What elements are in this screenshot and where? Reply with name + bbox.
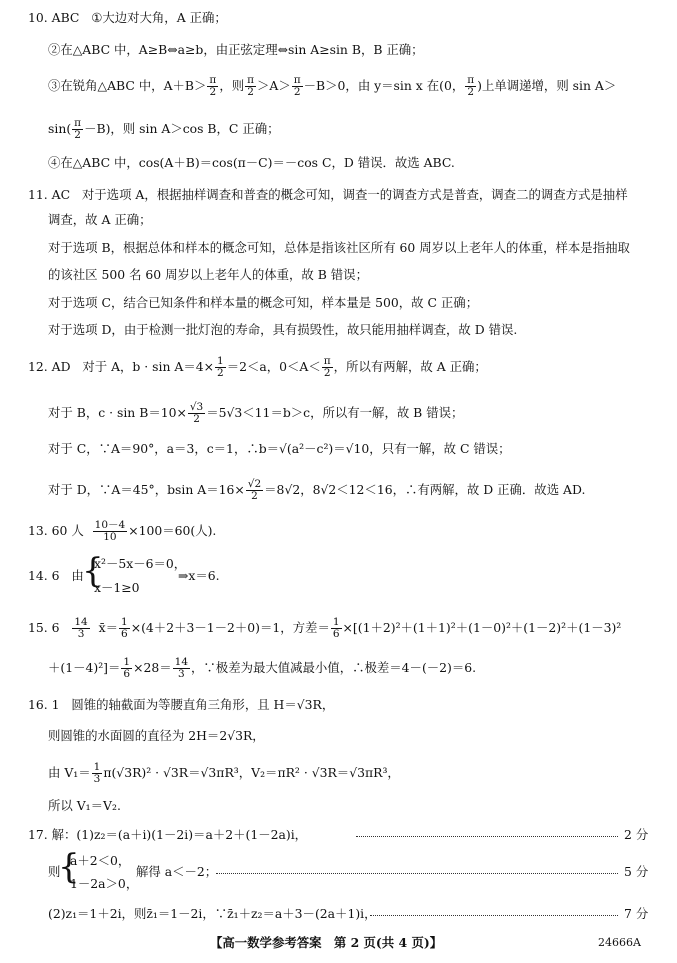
q11-head: 11. AC xyxy=(28,187,71,202)
frac-1-3 xyxy=(92,762,103,785)
frac-num: 1 xyxy=(93,761,101,773)
q15-line2 xyxy=(48,657,476,680)
frac-den: 2 xyxy=(193,413,200,425)
q17-line1 xyxy=(28,827,307,843)
q15-line1 xyxy=(28,617,621,640)
q16-line2: 则圆锥的水面圆的直径为 2H＝2√3R， xyxy=(48,728,265,743)
q12-l1b: ＝2＜a，0＜A＜ xyxy=(226,359,321,374)
q14-head-line xyxy=(28,568,84,584)
frac-1-2 xyxy=(215,356,226,379)
q12-l2a: 对于 B，c · sin B＝10× xyxy=(48,405,187,420)
frac-den: 2 xyxy=(217,367,224,379)
q10-line5: ④在△ABC 中，cos(A＋B)＝cos(π－C)＝－cos C，D 错误．故选 ABC. xyxy=(48,155,455,170)
q11-l1: 对于选项 A，根据抽样调查和普查的概念可知，调查一的调查方式是普查，调查二的调查方式是抽样 xyxy=(81,187,628,202)
q11-line5: 对于选项 C，结合已知条件和样本量的概念可知，样本量是 500，故 C 正确； xyxy=(48,295,479,310)
doc-code: 24666A xyxy=(598,936,641,949)
q15-l2b: ×28＝ xyxy=(133,660,172,675)
frac-den: 2 xyxy=(209,86,217,98)
frac-num: 14 xyxy=(174,656,189,668)
q10-line1 xyxy=(28,10,227,26)
q10-l3b: ，则 xyxy=(219,78,245,93)
frac-den: 3 xyxy=(93,773,101,785)
frac-den: 3 xyxy=(178,668,185,680)
frac-pi-2 xyxy=(245,75,256,98)
q12-line2 xyxy=(48,402,463,425)
q10-l3c: ＞A＞ xyxy=(257,78,291,93)
frac-14-3 xyxy=(173,657,190,680)
q15-head: 15. 6 xyxy=(28,620,60,635)
q10-text1: ①大边对大角，A 正确； xyxy=(91,10,227,25)
q12-head: 12. AD xyxy=(28,359,71,374)
q17-score3: 7 分 xyxy=(624,906,649,921)
q10-l3e: 上单调递增，则 sin A＞ xyxy=(481,78,617,93)
q14-row1: x²－5x－6＝0， xyxy=(94,556,187,571)
q10-l3d: －B＞0，由 y＝sin x 在 xyxy=(303,78,440,93)
q11-line6: 对于选项 D，由于检测一批灯泡的寿命，具有损毁性，故只能用抽样调查，故 D 错误. xyxy=(48,322,518,337)
q12-line3: 对于 C，∵A＝90°，a＝3，c＝1，∴b＝√(a²－c²)＝√10，只有一解，故 C 错误； xyxy=(48,441,511,456)
q13-line xyxy=(28,520,216,543)
frac-num: √3 xyxy=(189,401,204,413)
frac-num: π xyxy=(209,74,217,86)
frac-pi-2 xyxy=(465,75,476,98)
frac-sqrt2-2 xyxy=(246,479,263,502)
q10-line3: ③在锐角△ABC 中，A＋B＞ $\frac{\pi}{2}$ ，则 $\frac{\pi}{2}$ ＞A＞ $\frac{\pi}{2}$ －B＞0，由 y＝sin x 在(0， $\frac{\pi}{2}$ )上单调递增，则 sin A＞ xyxy=(48,74,617,98)
q10-l3a: ③在锐角△ABC 中，A＋B＞ xyxy=(48,78,207,93)
q10-line2: ②在△ABC 中，A≥B⇔a≥b，由正弦定理⇔sin A≥sin B，B 正确； xyxy=(48,42,424,57)
q11-line4: 的该社区 500 名 60 周岁以上老年人的体重，故 B 错误； xyxy=(48,267,368,282)
leader-dots xyxy=(216,873,618,874)
frac-pi-2 xyxy=(292,75,303,98)
left-brace-icon: { xyxy=(58,847,80,887)
q14-pre: 由 xyxy=(71,568,84,583)
frac-den: 6 xyxy=(332,628,340,640)
leader-dots xyxy=(370,915,618,916)
frac-1-6 xyxy=(119,617,130,640)
frac-den: 2 xyxy=(323,367,331,379)
frac-num: 1 xyxy=(121,616,128,628)
q15-l1b: ×(4＋2＋3－1－2＋0)＝1，方差＝ xyxy=(130,620,330,635)
q11-line1 xyxy=(28,187,628,203)
q11-line3: 对于选项 B，根据总体和样本的概念可知，总体是指该社区所有 60 周岁以上老年人的体重，样本是指抽取 xyxy=(48,240,630,255)
frac-num: 14 xyxy=(74,616,88,628)
frac-pi-2 xyxy=(72,118,83,141)
q10-l4b: －B xyxy=(84,121,106,136)
q12-l4b: ＝8√2，8√2＜12＜16，∴有两解，故 D 正确．故选 AD. xyxy=(264,482,586,497)
frac-pi-2 xyxy=(322,356,333,379)
q17-row2: 1－2a＞0， xyxy=(70,876,139,891)
frac-num: 10－4 xyxy=(94,519,126,531)
q16-line3 xyxy=(48,762,400,785)
frac-1-6 xyxy=(331,617,342,640)
frac-1-6 xyxy=(121,657,132,680)
q15-l2c: ，∵极差为最大值减最小值，∴极差＝4－(－2)＝6. xyxy=(191,660,477,675)
q17-mid: 解得 a＜－2； xyxy=(136,864,218,879)
q17-pre: 则 xyxy=(48,864,61,879)
q15-l1c: ×[(1＋2)²＋(1＋1)²＋(1－0)²＋(1－2)²＋(1－3)² xyxy=(342,620,622,635)
frac-pi-2 xyxy=(207,75,218,98)
frac-13 xyxy=(93,520,128,543)
frac-den: 2 xyxy=(247,86,254,98)
q16-line1 xyxy=(28,697,334,713)
frac-sqrt3-2 xyxy=(188,402,205,425)
frac-den: 2 xyxy=(74,129,81,141)
q15-l2a: ＋(1－4)²]＝ xyxy=(48,660,121,675)
left-brace-icon: { xyxy=(82,551,104,591)
frac-num: π xyxy=(247,74,255,86)
q16-l3b: π(√3R)² · √3R＝√3πR³，V₂＝πR² · √3R＝√3πR³， xyxy=(103,765,400,780)
frac-den: 3 xyxy=(77,628,85,640)
q17-row1: a＋2＜0， xyxy=(70,853,131,868)
q17-score2: 5 分 xyxy=(624,864,649,879)
q12-line1 xyxy=(28,356,487,379)
q15-l1a: x̄＝ xyxy=(98,620,119,635)
q13-tail: ×100＝60(人). xyxy=(128,523,217,538)
q17-l1: 17. 解：(1)z₂＝(a＋i)(1－2i)＝a＋2＋(1－2a)i， xyxy=(28,827,308,842)
frac-den: 2 xyxy=(467,86,475,98)
q13-head: 13. 60 人 xyxy=(28,523,84,538)
q12-l4a: 对于 D，∵A＝45°，bsin A＝16× xyxy=(48,482,245,497)
frac-num: 1 xyxy=(123,656,131,668)
q17-line3: (2)z₁＝1＋2i，则z̄₁＝1－2i，∵z̄₁＋z₂＝a＋3－(2a＋1)i， xyxy=(48,906,377,921)
frac-den: 2 xyxy=(251,490,258,502)
frac-den: 2 xyxy=(293,86,301,98)
q10-l4a: sin xyxy=(48,121,67,136)
q10-line4: sin( $\frac{\pi}{2}$ －B)，则 sin A＞cos B，C 正确； xyxy=(48,117,280,141)
frac-14-3 xyxy=(72,617,89,640)
frac-den: 10 xyxy=(103,531,117,543)
q14-head: 14. 6 xyxy=(28,568,60,583)
frac-num: π xyxy=(323,355,331,367)
q10-zero: 0， xyxy=(443,78,465,93)
frac-num: π xyxy=(74,117,82,129)
frac-num: π xyxy=(293,74,301,86)
q12-l1c: ，所以有两解，故 A 正确； xyxy=(333,359,487,374)
page-footer: 【高一数学参考答案 第 2 页(共 4 页)】 xyxy=(210,935,443,950)
q14-tail: ⇒x＝6. xyxy=(178,568,220,583)
frac-den: 6 xyxy=(121,628,128,640)
q11-line2: 调查，故 A 正确； xyxy=(48,212,152,227)
frac-num: π xyxy=(467,74,475,86)
q12-l1a: 对于 A，b · sin A＝4× xyxy=(82,359,215,374)
frac-den: 6 xyxy=(123,668,131,680)
q10-l4c: ，则 sin A＞cos B，C 正确； xyxy=(110,121,280,136)
q14-row2: x－1≥0 xyxy=(94,580,140,595)
q12-line4 xyxy=(48,479,585,502)
q10-head: 10. ABC xyxy=(28,10,80,25)
frac-num: 1 xyxy=(332,616,340,628)
frac-num: 1 xyxy=(217,355,224,367)
leader-dots xyxy=(356,836,618,837)
q16-line4: 所以 V₁＝V₂. xyxy=(48,798,121,813)
q16-head: 16. 1 xyxy=(28,697,60,712)
q17-score1: 2 分 xyxy=(624,827,649,842)
q16-l1: 圆锥的轴截面为等腰直角三角形，且 H＝√3R， xyxy=(71,697,335,712)
q12-l2b: ＝5√3＜11＝b＞c，所以有一解，故 B 错误； xyxy=(206,405,464,420)
frac-num: √2 xyxy=(247,478,262,490)
q16-l3a: 由 V₁＝ xyxy=(48,765,91,780)
